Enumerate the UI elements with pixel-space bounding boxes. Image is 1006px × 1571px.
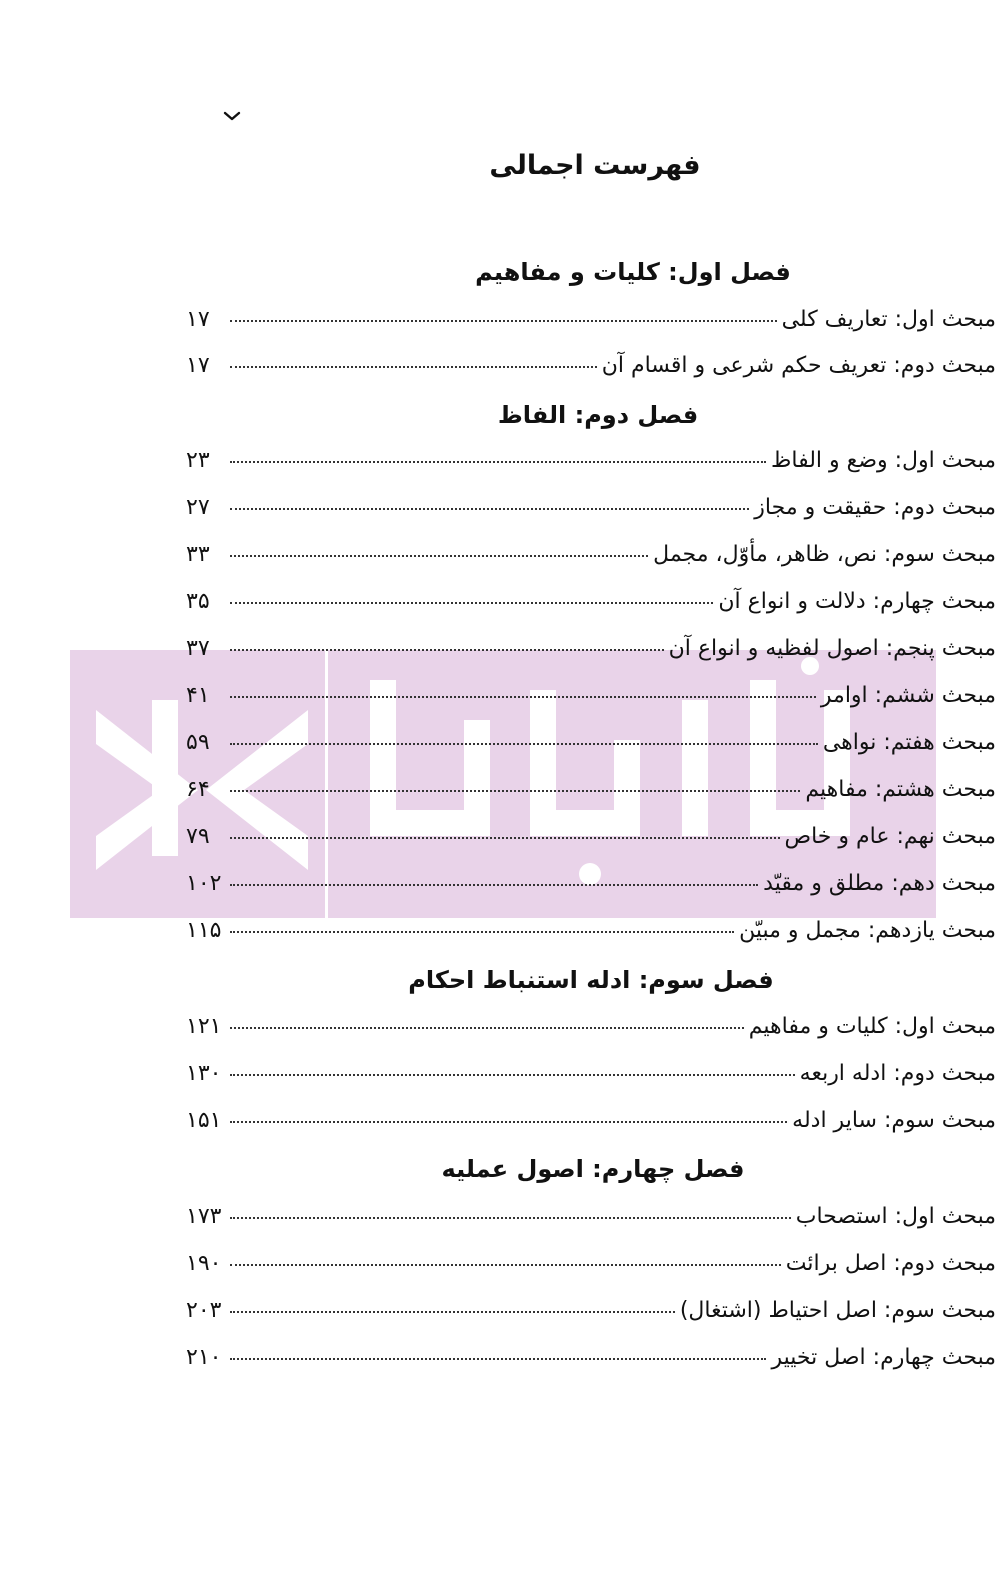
dot-leader	[230, 1027, 744, 1029]
toc-entry-page: ۲۱۰	[186, 1345, 222, 1370]
toc-entry-label: مبحث سوم: سایر ادله	[792, 1108, 996, 1133]
dot-leader	[230, 884, 758, 886]
toc-entry-page: ۳۳	[186, 542, 210, 567]
toc-entry-page: ۱۲۱	[186, 1014, 222, 1039]
toc-entry[interactable]	[186, 448, 996, 486]
toc-entry-label: مبحث دوم: ادله اربعه	[799, 1061, 996, 1086]
toc-entry[interactable]	[186, 1251, 996, 1289]
toc-entry-label: مبحث چهارم: دلالت و انواع آن	[718, 589, 996, 614]
dot-leader	[230, 508, 749, 510]
dot-leader	[230, 602, 713, 604]
toc-entry-label: مبحث اول: کلیات و مفاهیم	[748, 1014, 996, 1039]
toc-entry-page: ۱۳۰	[186, 1061, 222, 1086]
toc-entry-label: مبحث هشتم: مفاهیم	[805, 777, 996, 802]
toc-entry-page: ۱۱۵	[186, 918, 222, 943]
dot-leader	[230, 1121, 787, 1123]
toc-entry-page: ۲۷	[186, 495, 210, 520]
toc-entry-page: ۱۷	[186, 307, 210, 332]
dot-leader	[230, 837, 780, 839]
toc-entry[interactable]	[186, 730, 996, 768]
toc-entry[interactable]	[186, 1061, 996, 1099]
toc-entry-label: مبحث دوم: حقیقت و مجاز	[754, 495, 996, 520]
toc-entry-label: مبحث سوم: نص، ظاهر، مأوّل، مجمل	[653, 542, 996, 567]
dot-leader	[230, 790, 800, 792]
section-heading: فصل دوم: الفاظ	[497, 401, 699, 429]
toc-entry[interactable]	[186, 636, 996, 674]
toc-entry[interactable]	[186, 1108, 996, 1146]
toc-entry-page: ۴۱	[186, 683, 210, 708]
toc-entry[interactable]	[186, 1298, 996, 1336]
toc-entry[interactable]	[186, 871, 996, 909]
toc-entry[interactable]	[186, 495, 996, 533]
dot-leader	[230, 696, 816, 698]
toc-entry[interactable]	[186, 683, 996, 721]
dot-leader	[230, 1358, 766, 1360]
dot-leader	[230, 1264, 781, 1266]
dot-leader	[230, 461, 766, 463]
toc-entry-page: ۱۰۲	[186, 871, 222, 896]
section-heading: فصل چهارم: اصول عملیه	[441, 1155, 745, 1183]
toc-entry-page: ۲۳	[186, 448, 210, 473]
dot-leader	[230, 320, 777, 322]
dot-leader	[230, 931, 734, 933]
toc-entry[interactable]	[186, 542, 996, 580]
toc-entry-label: مبحث ششم: اوامر	[820, 683, 996, 708]
toc-entry-page: ۱۷	[186, 353, 210, 378]
page-title: فهرست اجمالی	[489, 150, 701, 181]
chevron-down-icon	[222, 106, 242, 126]
dot-leader	[230, 1217, 791, 1219]
toc-entry-page: ۶۴	[186, 777, 210, 802]
section-heading: فصل سوم: ادله استنباط احکام	[408, 966, 774, 994]
dot-leader	[230, 743, 818, 745]
toc-entry[interactable]	[186, 1204, 996, 1242]
toc-entry[interactable]	[186, 1014, 996, 1052]
dot-leader	[230, 649, 664, 651]
toc-entry-label: مبحث سوم: اصل احتیاط (اشتغال)	[679, 1298, 996, 1323]
toc-entry-label: مبحث اول: وضع و الفاظ	[771, 448, 996, 473]
toc-entry-label: مبحث دوم: اصل برائت	[785, 1251, 996, 1276]
dot-leader	[230, 555, 648, 557]
toc-entry-label: مبحث دهم: مطلق و مقیّد	[763, 871, 996, 896]
toc-entry[interactable]	[186, 353, 996, 391]
toc-entry-page: ۷۹	[186, 824, 210, 849]
toc-entry[interactable]	[186, 307, 996, 345]
toc-entry-page: ۳۵	[186, 589, 210, 614]
dot-leader	[230, 366, 597, 368]
toc-entry-page: ۱۷۳	[186, 1204, 222, 1229]
toc-entry-page: ۲۰۳	[186, 1298, 222, 1323]
section-heading: فصل اول: کلیات و مفاهیم	[475, 258, 791, 286]
toc-entry-label: مبحث نهم: عام و خاص	[784, 824, 996, 849]
toc-entry[interactable]	[186, 777, 996, 815]
dot-leader	[230, 1074, 795, 1076]
toc-entry-label: مبحث دوم: تعریف حکم شرعی و اقسام آن	[601, 353, 996, 378]
toc-entry[interactable]	[186, 589, 996, 627]
toc-entry-page: ۳۷	[186, 636, 210, 661]
toc-entry-page: ۱۵۱	[186, 1108, 222, 1133]
toc-entry-label: مبحث پنجم: اصول لفظیه و انواع آن	[668, 636, 996, 661]
toc-entry[interactable]	[186, 824, 996, 862]
toc-entry-page: ۱۹۰	[186, 1251, 222, 1276]
toc-entry-label: مبحث چهارم: اصل تخییر	[771, 1345, 996, 1370]
toc-entry[interactable]	[186, 918, 996, 956]
toc-entry-page: ۵۹	[186, 730, 210, 755]
toc-entry-label: مبحث اول: تعاریف کلی	[781, 307, 996, 332]
toc-entry[interactable]	[186, 1345, 996, 1383]
toc-entry-label: مبحث هفتم: نواهی	[822, 730, 996, 755]
toc-entry-label: مبحث اول: استصحاب	[795, 1204, 996, 1229]
dot-leader	[230, 1311, 675, 1313]
toc-entry-label: مبحث یازدهم: مجمل و مبیّن	[739, 918, 996, 943]
